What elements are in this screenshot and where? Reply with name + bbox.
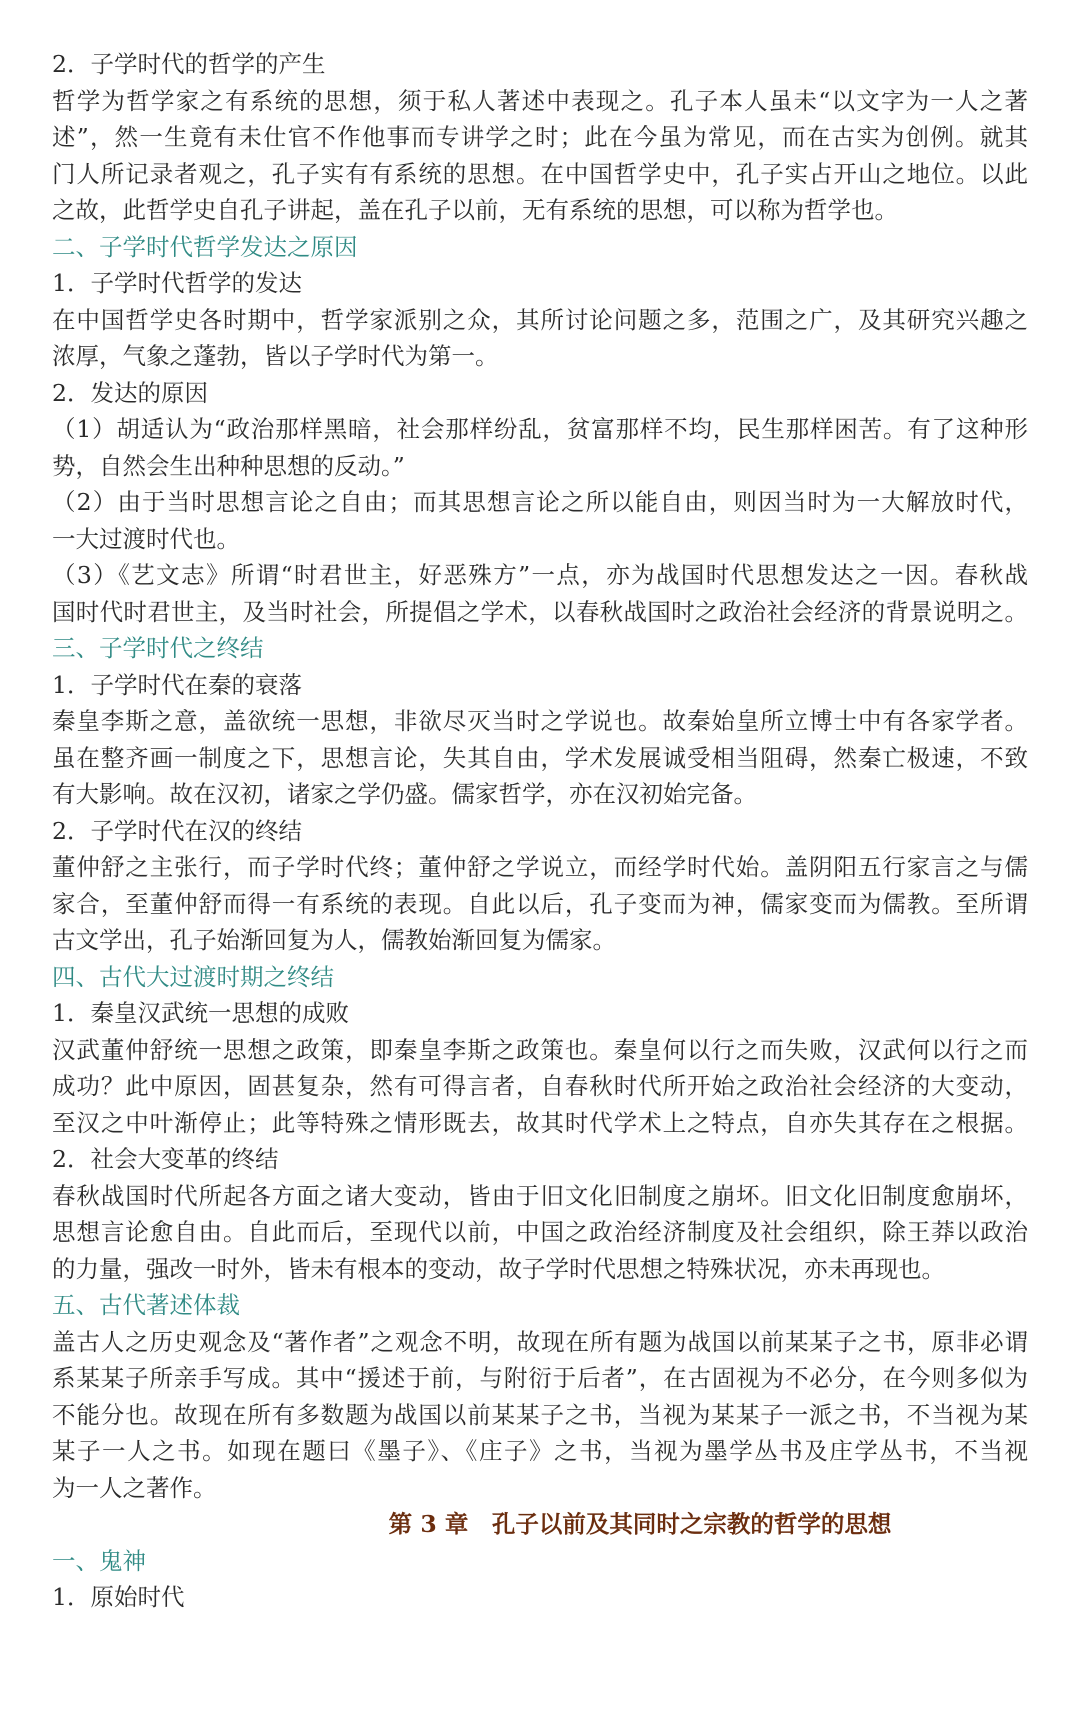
subsection-heading: 2．子学时代在汉的终结 xyxy=(52,816,302,845)
paragraph-line: 有大影响。故在汉初，诸家之学仍盛。儒家哲学，亦在汉初始完备。 xyxy=(52,780,757,808)
subsection-heading: 1．子学时代在秦的衰落 xyxy=(52,670,302,699)
paragraph-line: 在中国哲学史各时期中，哲学家派别之众，其所讨论问题之多，范围之广，及其研究兴趣之 xyxy=(52,305,1028,334)
paragraph-line: 为一人之著作。 xyxy=(52,1473,217,1502)
paragraph-line: （2）由于当时思想言论之自由；而其思想言论之所以能自由，则因当时为一大解放时代， xyxy=(52,488,1028,516)
paragraph-line: 系某某子所亲手写成。其中“援述于前，与附衍于后者”，在古固视为不必分，在今则多似为 xyxy=(52,1364,1028,1392)
paragraph-line: 不能分也。故现在所有多数题为战国以前某某子之书，当视为某某子一派之书，不当视为某 xyxy=(52,1400,1028,1429)
paragraph-line: （3）《艺文志》所谓“时君世主，好恶殊方”一点，亦为战国时代思想发达之一因。春秋战 xyxy=(52,561,1028,589)
paragraph-line: 门人所记录者观之，孔子实有有系统的思想。在中国哲学史中，孔子实占开山之地位。以此 xyxy=(52,159,1028,188)
subsection-heading: 2．子学时代的哲学的产生 xyxy=(52,50,326,78)
paragraph-line: 思想言论愈自由。自此而后，至现代以前，中国之政治经济制度及社会组织，除王莽以政治 xyxy=(52,1218,1028,1246)
paragraph-line: 成功？此中原因，固甚复杂，然有可得言者，自春秋时代所开始之政治社会经济的大变动， xyxy=(52,1072,1028,1100)
paragraph-line: 盖古人之历史观念及“著作者”之观念不明，故现在所有题为战国以前某某子之书，原非必谓 xyxy=(52,1327,1028,1356)
paragraph-line: 的力量，强改一时外，皆未有根本的变动，故子学时代思想之特殊状况，亦未再现也。 xyxy=(52,1254,945,1283)
subsection-heading: 1．秦皇汉武统一思想的成败 xyxy=(52,999,349,1027)
subsection-heading: 2．发达的原因 xyxy=(52,378,208,407)
subsection-heading: 2．社会大变革的终结 xyxy=(52,1145,279,1173)
paragraph-line: （1）胡适认为“政治那样黑暗，社会那样纷乱，贫富那样不均，民生那样困苦。有了这种形 xyxy=(52,415,1028,443)
subsection-heading: 1．子学时代哲学的发达 xyxy=(52,269,302,297)
paragraph-line: 秦皇李斯之意，盖欲统一思想，非欲尽灭当时之学说也。故秦始皇所立博士中有各家学者。 xyxy=(52,707,1028,735)
paragraph-line: 一大过渡时代也。 xyxy=(52,524,240,553)
paragraph-line: 某子一人之书。如现在题曰《墨子》、《庄子》之书，当视为墨学丛书及庄学丛书，不当视 xyxy=(52,1437,1028,1465)
paragraph-line: 汉武董仲舒统一思想之政策，即秦皇李斯之政策也。秦皇何以行之而失败，汉武何以行之而 xyxy=(52,1035,1028,1064)
paragraph-line: 述”，然一生竟有未仕官不作他事而专讲学之时；此在今虽为常见，而在古实为创例。就其 xyxy=(52,123,1028,151)
section-heading: 二、子学时代哲学发达之原因 xyxy=(52,232,358,261)
paragraph-line: 董仲舒之主张行，而子学时代终；董仲舒之学说立，而经学时代始。盖阴阳五行家言之与儒 xyxy=(52,853,1028,881)
paragraph-line: 势，自然会生出种种思想的反动。” xyxy=(52,451,405,480)
paragraph-line: 古文学出，孔子始渐回复为人，儒教始渐回复为儒家。 xyxy=(52,926,616,954)
paragraph-line: 虽在整齐画一制度之下，思想言论，失其自由，学术发展诚受相当阻碍，然秦亡极速，不致 xyxy=(52,743,1028,772)
paragraph-line: 之故，此哲学史自孔子讲起，盖在孔子以前，无有系统的思想，可以称为哲学也。 xyxy=(52,196,898,224)
paragraph-line: 浓厚，气象之蓬勃，皆以子学时代为第一。 xyxy=(52,342,499,370)
paragraph-line: 国时代时君世主，及当时社会，所提倡之学术，以春秋战国时之政治社会经济的背景说明之。 xyxy=(52,597,1028,626)
paragraph-line: 春秋战国时代所起各方面之诸大变动，皆由于旧文化旧制度之崩坏。旧文化旧制度愈崩坏， xyxy=(52,1181,1028,1210)
section-heading: 一、鬼神 xyxy=(52,1546,146,1575)
paragraph-line: 家合，至董仲舒而得一有系统的表现。自此以后，孔子变而为神，儒家变而为儒教。至所谓 xyxy=(52,889,1028,918)
subsection-heading: 1．原始时代 xyxy=(52,1583,185,1611)
section-heading: 五、古代著述体裁 xyxy=(52,1291,240,1319)
section-heading: 三、子学时代之终结 xyxy=(52,634,264,662)
paragraph-line: 哲学为哲学家之有系统的思想，须于私人著述中表现之。孔子本人虽未“以文字为一人之著 xyxy=(52,86,1028,115)
section-heading: 四、古代大过渡时期之终结 xyxy=(52,962,334,991)
paragraph-line: 至汉之中叶渐停止；此等特殊之情形既去，故其时代学术上之特点，自亦失其存在之根据。 xyxy=(52,1108,1028,1137)
chapter-heading: 第 3 章 孔子以前及其同时之宗教的哲学的思想 xyxy=(388,1510,892,1538)
